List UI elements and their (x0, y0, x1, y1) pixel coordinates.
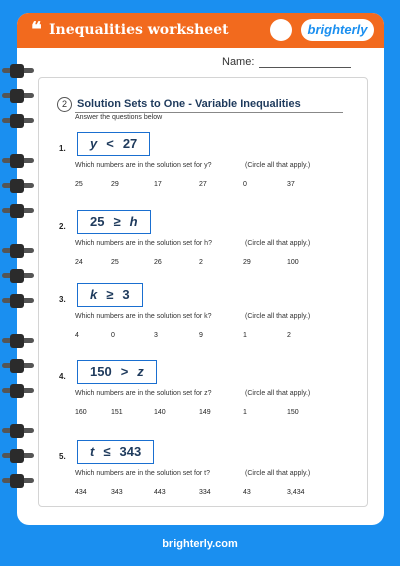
answer-option[interactable]: 17 (154, 181, 162, 188)
answer-option[interactable]: 160 (75, 409, 87, 416)
answer-option[interactable]: 27 (199, 181, 207, 188)
section-number: 2 (57, 97, 72, 112)
answer-option[interactable]: 1 (243, 409, 247, 416)
question-hint: (Circle all that apply.) (245, 470, 311, 477)
binding-ring (0, 384, 35, 398)
answer-option[interactable]: 334 (199, 489, 211, 496)
section-title: Solution Sets to One - Variable Inequalities (77, 98, 301, 110)
footer-url: brighterly.com (162, 538, 238, 550)
inequality-left: 25 (90, 214, 105, 229)
binding-ring (0, 449, 35, 463)
inequality-box (77, 132, 150, 156)
answer-option[interactable]: 9 (199, 332, 203, 339)
answer-option[interactable]: 434 (75, 489, 87, 496)
answer-option[interactable]: 2 (199, 259, 203, 266)
question-number: 2. (59, 222, 66, 231)
answer-option[interactable]: 343 (111, 489, 123, 496)
inequality-box (77, 440, 154, 464)
answer-option[interactable]: 29 (111, 181, 119, 188)
inequality-right: h (129, 214, 138, 229)
binding-ring (0, 424, 35, 438)
answer-option[interactable]: 150 (287, 409, 299, 416)
circle-icon (270, 19, 292, 41)
answer-option[interactable]: 3 (154, 332, 158, 339)
binding-ring (0, 179, 35, 193)
binding-ring (0, 244, 35, 258)
binding-ring (0, 294, 35, 308)
inequality-left: k (90, 287, 98, 302)
binding-ring (0, 154, 35, 168)
question-5 (17, 440, 384, 510)
section-subtitle: Answer the questions below (75, 114, 163, 121)
answer-option[interactable]: 149 (199, 409, 211, 416)
binding-ring (0, 474, 35, 488)
inequality-left: t (90, 444, 95, 459)
binding-ring (0, 89, 35, 103)
answer-option[interactable]: 26 (154, 259, 162, 266)
inequality-operator: < (106, 136, 114, 151)
answer-option[interactable]: 25 (75, 181, 83, 188)
inequality-right: 3 (122, 287, 130, 302)
inequality-right: 343 (119, 444, 142, 459)
inequality-box (77, 210, 151, 234)
question-4 (17, 360, 384, 430)
question-hint: (Circle all that apply.) (245, 390, 311, 397)
binding-ring (0, 269, 35, 283)
question-number: 3. (59, 295, 66, 304)
answer-option[interactable]: 3,434 (287, 489, 305, 496)
question-2 (17, 210, 384, 280)
inequality-left: 150 (90, 364, 112, 379)
answer-option[interactable]: 4 (75, 332, 79, 339)
answer-option[interactable]: 443 (154, 489, 166, 496)
question-hint: (Circle all that apply.) (245, 162, 311, 169)
inequality-right: z (137, 364, 144, 379)
inequality-operator: ≤ (103, 444, 111, 459)
name-label: Name: (222, 56, 255, 68)
answer-option[interactable]: 140 (154, 409, 166, 416)
answer-option[interactable]: 1 (243, 332, 247, 339)
question-1 (17, 132, 384, 202)
binding-ring (0, 114, 35, 128)
answer-option[interactable]: 0 (243, 181, 247, 188)
answer-option[interactable]: 43 (243, 489, 251, 496)
question-hint: (Circle all that apply.) (245, 313, 311, 320)
answer-option[interactable]: 100 (287, 259, 299, 266)
inequality-operator: ≥ (106, 287, 114, 302)
answer-option[interactable]: 24 (75, 259, 83, 266)
answer-option[interactable]: 25 (111, 259, 119, 266)
binding-ring (0, 64, 35, 78)
question-text: Which numbers are in the solution set for k? (75, 313, 212, 320)
inequality-operator: > (120, 364, 129, 379)
answer-option[interactable]: 29 (243, 259, 251, 266)
answer-option[interactable]: 151 (111, 409, 123, 416)
quote-mark-icon: ❝ (31, 17, 42, 41)
question-text: Which numbers are in the solution set for z? (75, 390, 212, 397)
binding-ring (0, 334, 35, 348)
inequality-box (77, 360, 157, 384)
question-text: Which numbers are in the solution set for t? (75, 470, 211, 477)
brighterly-logo: brighterly (301, 19, 374, 41)
worksheet-page (17, 13, 384, 525)
question-number: 4. (59, 372, 66, 381)
binding-ring (0, 204, 35, 218)
answer-option[interactable]: 0 (111, 332, 115, 339)
answer-option[interactable]: 2 (287, 332, 291, 339)
question-hint: (Circle all that apply.) (245, 240, 311, 247)
question-number: 1. (59, 144, 66, 153)
inequality-left: y (90, 136, 98, 151)
inequality-operator: ≥ (113, 214, 121, 229)
name-line (259, 67, 351, 68)
inequality-box (77, 283, 143, 307)
binding-ring (0, 359, 35, 373)
answer-option[interactable]: 37 (287, 181, 295, 188)
question-text: Which numbers are in the solution set for h? (75, 240, 212, 247)
worksheet-header (17, 13, 384, 48)
question-3 (17, 283, 384, 353)
worksheet-title: Inequalities worksheet (49, 22, 229, 38)
inequality-right: 27 (122, 136, 138, 151)
question-text: Which numbers are in the solution set for y? (75, 162, 212, 169)
question-number: 5. (59, 452, 66, 461)
